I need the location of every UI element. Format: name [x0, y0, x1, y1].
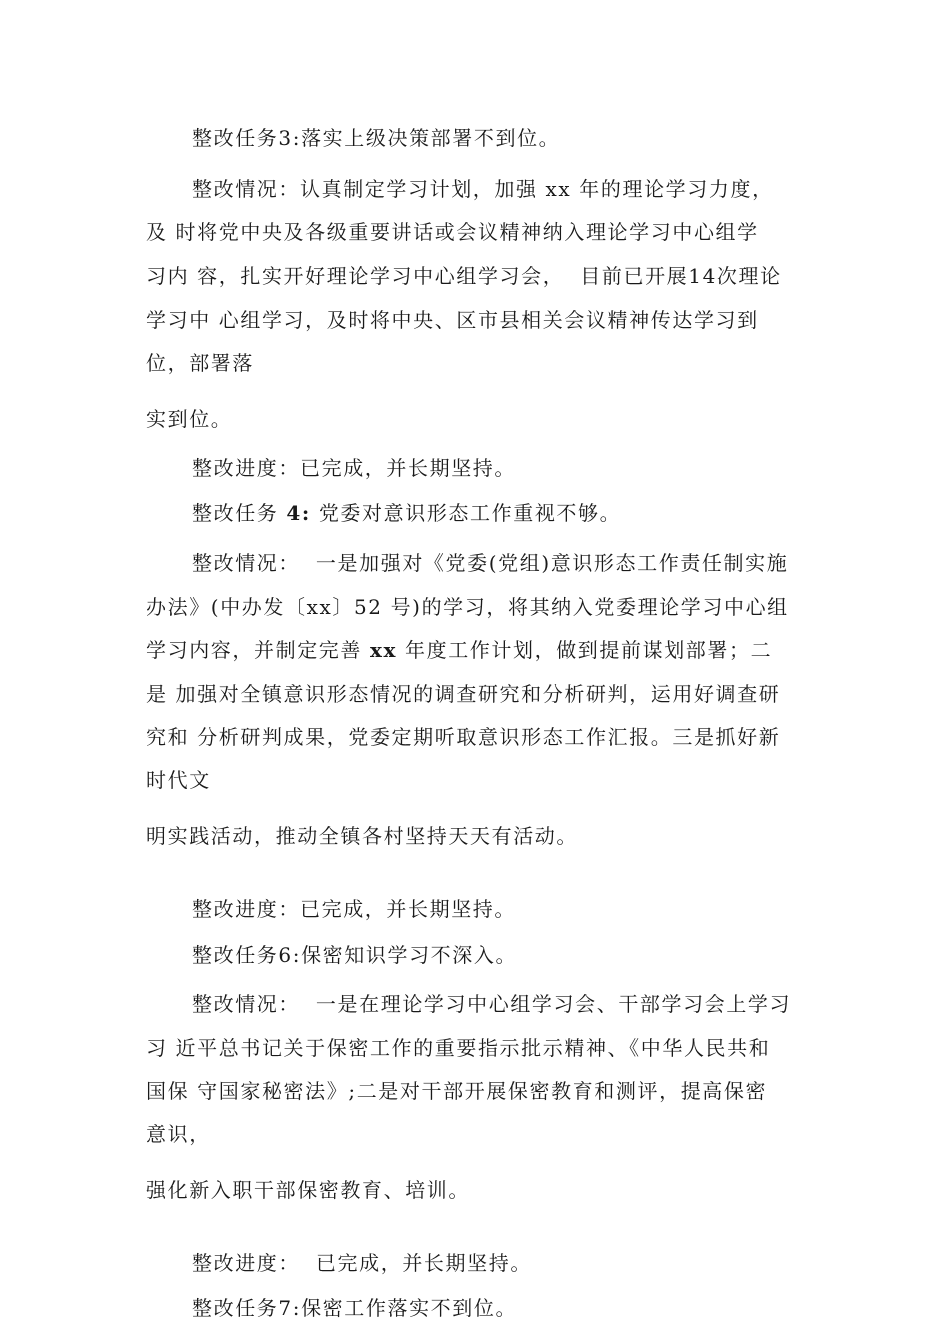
task-3-status-line-5: 位，部署落	[146, 351, 254, 375]
task-4-heading-title: 党委对意识形态工作重视不够。	[310, 501, 622, 525]
task-6-heading: 整改任务6:保密知识学习不深入。	[192, 943, 518, 967]
task-4-status-line-3	[146, 638, 772, 662]
task-4-status-line-1: 整改情况： 一是加强对《党委(党组)意识形态工作责任制实施	[192, 551, 789, 575]
task-3-status-line-6: 实到位。	[146, 407, 233, 431]
task-3-status-line-2: 及 时将党中央及各级重要讲话或会议精神纳入理论学习中心组学	[146, 220, 759, 244]
task-3-status-line-1: 整改情况：认真制定学习计划，加强 xx 年的理论学习力度，	[192, 177, 774, 201]
task-4-status-line-7: 明实践活动，推动全镇各村坚持天天有活动。	[146, 824, 578, 848]
task-3-progress: 整改进度：已完成，并长期坚持。	[192, 456, 516, 480]
task-4-status-line-3-a: 学习内容，并制定完善	[146, 638, 370, 662]
task-6-status-line-4: 意识，	[146, 1122, 211, 1146]
task-3-heading: 整改任务3:落实上级决策部署不到位。	[192, 126, 561, 150]
task-4-status-line-4: 是 加强对全镇意识形态情况的调查研究和分析研判，运用好调查研	[146, 682, 781, 706]
task-4-heading-number: 4:	[286, 501, 311, 525]
task-4-heading-prefix: 整改任务	[192, 501, 287, 525]
task-6-status-line-1: 整改情况： 一是在理论学习中心组学习会、干部学习会上学习	[192, 992, 792, 1016]
task-6-status-line-5: 强化新入职干部保密教育、培训。	[146, 1178, 470, 1202]
task-3-status-line-3: 习内 容，扎实开好理论学习中心组学习会， 目前已开展14次理论	[146, 264, 782, 288]
task-4-status-line-5: 究和 分析研判成果，党委定期听取意识形态工作汇报。三是抓好新	[146, 725, 781, 749]
task-3-status-line-4: 学习中 心组学习，及时将中央、区市县相关会议精神传达学习到	[146, 308, 759, 332]
task-4-status-line-2: 办法》(中办发〔xx〕52 号)的学习，将其纳入党委理论学习中心组	[146, 595, 789, 619]
task-4-progress: 整改进度：已完成，并长期坚持。	[192, 897, 516, 921]
task-6-status-line-2: 习 近平总书记关于保密工作的重要指示批示精神、《中华人民共和	[146, 1036, 771, 1060]
task-7-heading: 整改任务7:保密工作落实不到位。	[192, 1296, 518, 1320]
task-4-heading	[192, 501, 621, 525]
task-6-status-line-3: 国保 守国家秘密法》;二是对干部开展保密教育和测评，提高保密	[146, 1079, 768, 1103]
task-6-progress: 整改进度： 已完成，并长期坚持。	[192, 1251, 532, 1275]
task-4-status-line-3-b: 年度工作计划，做到提前谋划部署；二	[397, 638, 773, 662]
task-4-status-line-6: 时代文	[146, 768, 211, 792]
task-4-status-line-3-year: xx	[369, 638, 398, 662]
